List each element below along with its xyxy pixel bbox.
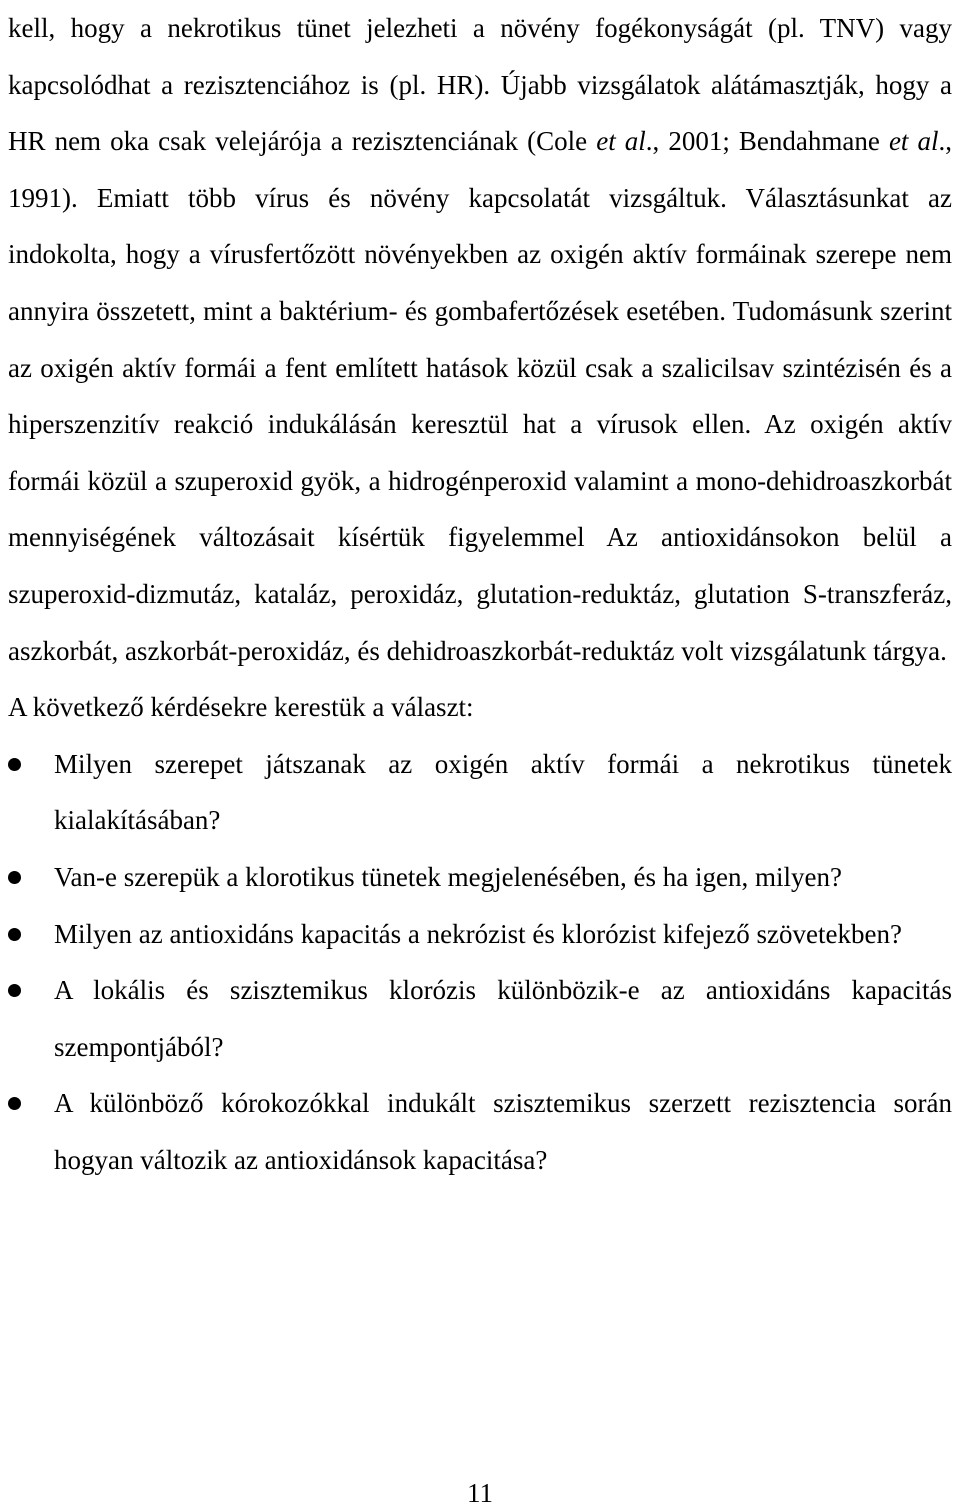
question-text: Milyen szerepet játszanak az oxigén aktív formái a nekrotikus tünetek kialakításában? (54, 748, 952, 836)
bullet-icon (8, 928, 21, 941)
document-page (8, 0, 952, 1188)
bullet-icon (8, 1097, 21, 1110)
citation-et-al-2: et al (888, 126, 939, 157)
bullet-icon (8, 871, 21, 884)
question-list (8, 736, 952, 1189)
list-item (8, 906, 952, 963)
paragraph-text-3: ., 1991). Emiatt több vírus és növény kapcsolatát vizsgáltuk. Választásunkat az indokolta, hogy a vírusfertőzött növényekben az oxigén aktív formáinak szerepe nem annyira összetett, mint a baktérium- és gombafertőzések esetében. Tudomásunk szerint az oxigén aktív formái a fent említett hatások közül csak a szalicilsav szintézisén és a hiperszenzitív reakció indukálásán keresztül hat a vírusok ellen. Az oxigén aktív formái közül a szuperoxid gyök, a hidrogénperoxid valamint a mono-dehidroaszkorbát mennyiségének változásait kísértük figyelemmel Az antioxidánsokon belül a szuperoxid-dizmutáz, kataláz, peroxidáz, glutation-reduktáz, glutation S-transzferáz, aszkorbát, aszkorbát-peroxidáz, és dehidroaszkorbát-reduktáz volt vizsgálatunk tárgya. (8, 126, 952, 666)
question-text: Milyen az antioxidáns kapacitás a nekrózist és klorózist kifejező szövetekben? (54, 918, 902, 949)
bullet-icon (8, 758, 21, 771)
page-number: 11 (467, 1478, 493, 1508)
paragraph-text-2: ., 2001; Bendahmane (645, 126, 889, 157)
question-text: Van-e szerepük a klorotikus tünetek megjelenésében, és ha igen, milyen? (54, 861, 842, 892)
list-item (8, 962, 952, 1075)
paragraph-text-1: kell, hogy a nekrotikus tünet jelezheti a növény fogékonyságát (pl. TNV) vagy kapcsolódhat a rezisztenciához is (pl. HR). Újabb vizsgálatok alátámasztják, hogy a HR nem oka csak velejárója a rezisztenciának (Cole (8, 13, 952, 157)
list-item (8, 1075, 952, 1188)
question-text: A lokális és szisztemikus klorózis különbözik-e az antioxidáns kapacitás szempontjából? (54, 975, 952, 1062)
body-paragraph (8, 0, 952, 679)
list-item (8, 736, 952, 849)
bullet-icon (8, 984, 21, 997)
citation-et-al-1: et al (596, 126, 646, 157)
questions-intro: A következő kérdésekre kerestük a választ: (8, 692, 474, 723)
question-text: A különböző kórokozókkal indukált szisztemikus szerzett rezisztencia során hogyan változik az antioxidánsok kapacitása? (54, 1088, 952, 1175)
list-item (8, 849, 952, 906)
